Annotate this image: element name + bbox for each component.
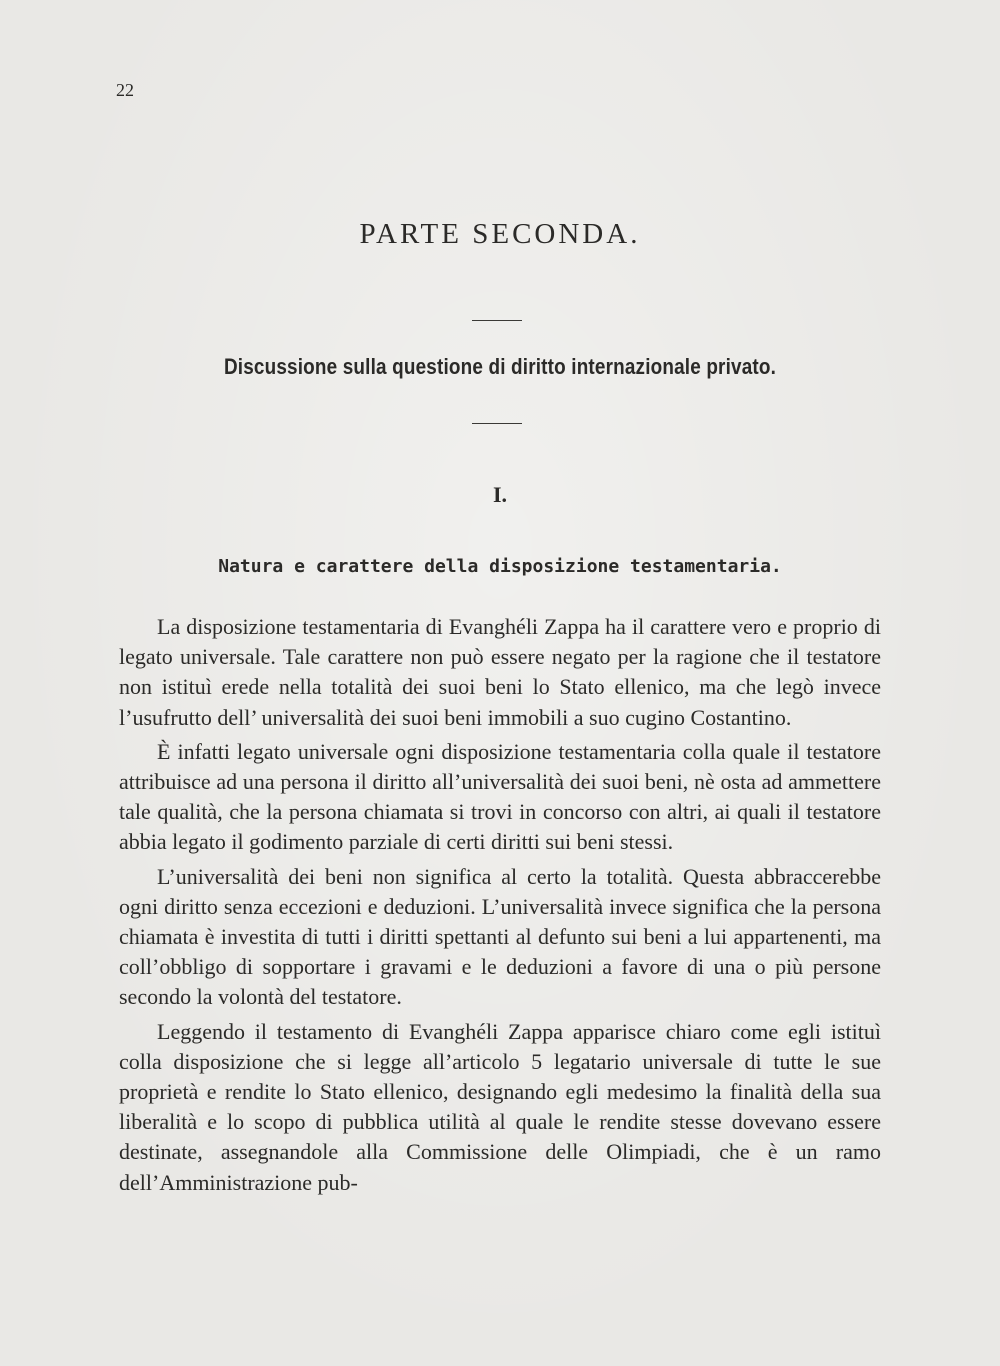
paragraph: È infatti legato universale ogni disposizione testamentaria colla quale il testatore attribuisce ad una persona il diritto all’universalità dei suoi beni, nè osta ad ammettere tale qualità, che la persona chiamata si trovi in concorso con altri, ai quali il testatore abbia legato il godimento parziale di certi diritti sui beni stessi. <box>119 738 881 855</box>
page-number: 22 <box>116 80 134 100</box>
paragraph: Leggendo il testamento di Evanghéli Zappa apparisce chiaro come egli istituì colla disposizione che si legge all’articolo 5 legatario universale di tutte le sue proprietà e rendite lo Stato ellenico, designando egli medesimo la finalità della sua liberalità e lo scopo di pubblica utilità al quale le rendite stesse dovevano essere destinate, assegnandole alla Commissione delle Olimpiadi, che è un ramo dell’Amministrazione pub- <box>119 1018 881 1195</box>
part-title: PARTE SECONDA. <box>359 218 641 250</box>
paragraph: L’universalità dei beni non significa al certo la totalità. Questa abbraccerebbe ogni diritto senza eccezioni e deduzioni. L’universalità invece significa che la persona chiamata è investita di tutti i diritti spettanti al defunto sui beni a lui appartenenti, ma coll’obbligo di sopportare i gravami e le deduzioni a favore di una o più persone secondo la volontà del testatore. <box>119 863 881 1010</box>
body-text <box>119 612 881 1202</box>
main-heading: Discussione sulla questione di diritto internazionale privato. <box>223 354 777 379</box>
divider-rule <box>472 423 522 424</box>
divider-rule <box>472 320 522 321</box>
section-title: Natura e carattere della disposizione testamentaria. <box>218 556 782 577</box>
section-number: I. <box>492 482 508 507</box>
paragraph: La disposizione testamentaria di Evanghéli Zappa ha il carattere vero e proprio di legato universale. Tale carattere non può essere negato per la ragione che il testatore non istituì erede nella totalità dei suoi beni lo Stato ellenico, ma che legò invece l’usufrutto dell’ universalità dei suoi beni immobili a suo cugino Costantino. <box>119 614 881 730</box>
